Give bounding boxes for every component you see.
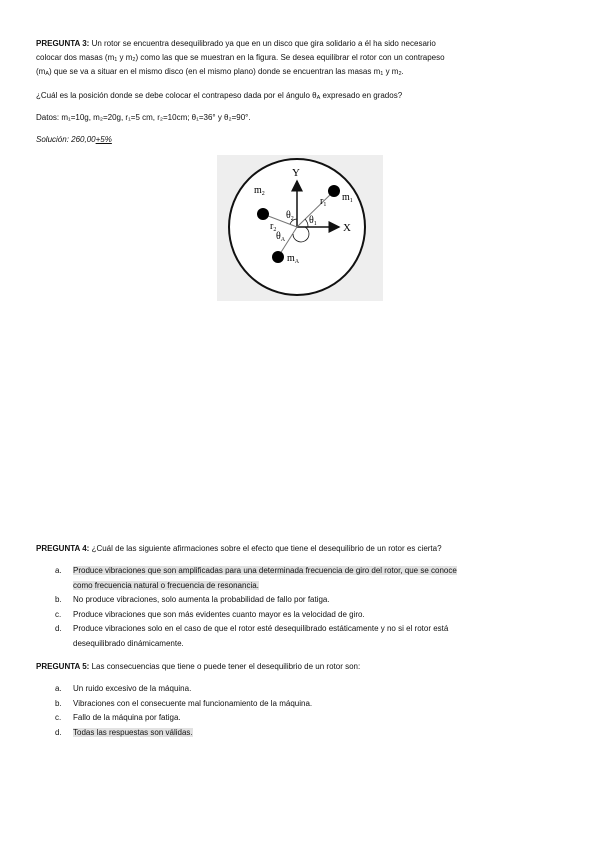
theta2-label: $\theta_2$ [286,210,294,222]
q4-option-d-line-1: Produce vibraciones solo en el caso de que el rotor esté desequilibrado estáticamente y no si el rotor está [73,624,449,633]
q4-option-b-letter: b. [55,595,62,604]
q3-solucion-label: Solución: [36,135,72,144]
q4-option-c-line-1: Produce vibraciones que son más evidentes cuanto mayor es la velocidad de giro. [73,609,365,619]
q4-option-a-letter: a. [55,566,62,575]
q5-option-d[interactable] [55,726,560,741]
q5-option-c-letter: c. [55,713,62,722]
q3-solucion-value: 260,00 [71,135,96,144]
q4-options [55,564,560,651]
r1-label: $r_1$ [320,196,327,208]
q3-line-3 [36,65,404,79]
mass-m1 [328,185,340,197]
q3-text-8: . [401,67,404,76]
q4-heading: PREGUNTA 4: [36,544,90,553]
q3-sub-a: A [45,71,49,77]
q4-option-b[interactable] [55,593,560,608]
q3-text-6: ) que se va a situar en el mismo disco (en el mismo plano) donde se encuentran las masas m [49,67,381,76]
q3-question-a: ¿Cuál es la posición donde se debe colocar el contrapeso dada por el ángulo θ [36,91,317,100]
q3-heading: PREGUNTA 3: [36,39,90,48]
q3-text-2: colocar dos masas (m [36,53,115,62]
q5-option-b-letter: b. [55,698,62,708]
q3-sub-1b: 1 [380,71,384,77]
q3-question-sub: A [316,95,321,101]
q4-option-d-line-2: desequilibrado dinámicamente. [73,638,184,648]
q5-option-d-letter: d. [55,727,62,737]
m1-label: $m_1$ [342,192,353,204]
q3-text-5: (m [36,67,46,76]
q3-datos: Datos: m₁=10g, m₂=20g, r₁=5 cm, r₂=10cm; θ₁=36° y θ₂=90°. [36,113,251,122]
rotor-figure [217,155,383,301]
mass-m2 [257,208,269,220]
q3-text-1: Un rotor se encuentra desequilibrado ya que en un disco que gira solidario a él ha sido necesario [89,39,436,48]
q4-text: ¿Cuál de las siguiente afirmaciones sobre el efecto que tiene el desequilibrio de un rotor es cierta? [89,544,442,553]
theta1-label: $\theta_1$ [309,215,317,227]
q4-option-b-line-1: No produce vibraciones, solo aumenta la probabilidad de fallo por fatiga. [73,595,330,604]
q3-question [36,89,402,103]
axis-y-label: Y [292,167,300,179]
q5-option-a-letter: a. [55,684,62,693]
q5-option-d-text: Todas las respuestas son válidas. [73,727,193,737]
q3-solucion [36,133,112,147]
q5-option-a-text: Un ruido excesivo de la máquina. [73,684,192,693]
q3-text-4: ) como las que se muestran en la figura. Se desea equilibrar el rotor con un contrapeso [135,53,445,62]
rotor-diagram [217,155,383,301]
axis-x-label: X [343,222,351,234]
q3-sub-1: 1 [114,57,118,63]
q4-option-a[interactable] [55,564,560,593]
q5-option-d-highlight [55,727,193,737]
q5-option-c-text: Fallo de la máquina por fatiga. [73,713,181,722]
ma-label: $m_A$ [287,253,300,265]
q4-option-d-letter: d. [55,624,62,633]
q5-heading: PREGUNTA 5: [36,662,90,671]
q3-sub-2b: 2 [398,71,402,77]
q5-option-a[interactable] [55,682,560,697]
q5-text: Las consecuencias que tiene o puede tener el desequilibrio de un rotor son: [89,662,361,671]
q3-line-1 [36,37,436,51]
q3-line-2 [36,51,445,65]
q4-option-a-line-1: Produce vibraciones que son amplificadas para una determinada frecuencia de giro del rotor, que se conoce [73,566,457,575]
q5-options [55,682,560,740]
q3-sub-2: 2 [132,57,136,63]
q5-option-c[interactable] [55,711,560,726]
q4-option-c-letter: c. [55,609,62,619]
thetaA-label: $\theta_A$ [276,231,286,243]
mass-ma [272,251,284,263]
q5-option-b[interactable] [55,697,560,712]
r2-label: $r_2$ [270,221,277,233]
m2-label: $m_2$ [254,185,265,197]
q4-option-a-line-2: como frecuencia natural o frecuencia de resonancia. [73,580,259,590]
q3-text-3: y m [117,53,133,62]
q4-question [36,542,442,556]
q5-question [36,660,360,674]
q3-solucion-tolerance: +5% [95,135,112,144]
q4-option-c[interactable] [55,608,560,623]
q4-option-d[interactable] [55,622,560,651]
q3-text-7: y m [383,67,399,76]
q5-option-b-text: Vibraciones con el consecuente mal funcionamiento de la máquina. [73,698,313,708]
q3-question-b: expresado en grados? [320,91,403,100]
